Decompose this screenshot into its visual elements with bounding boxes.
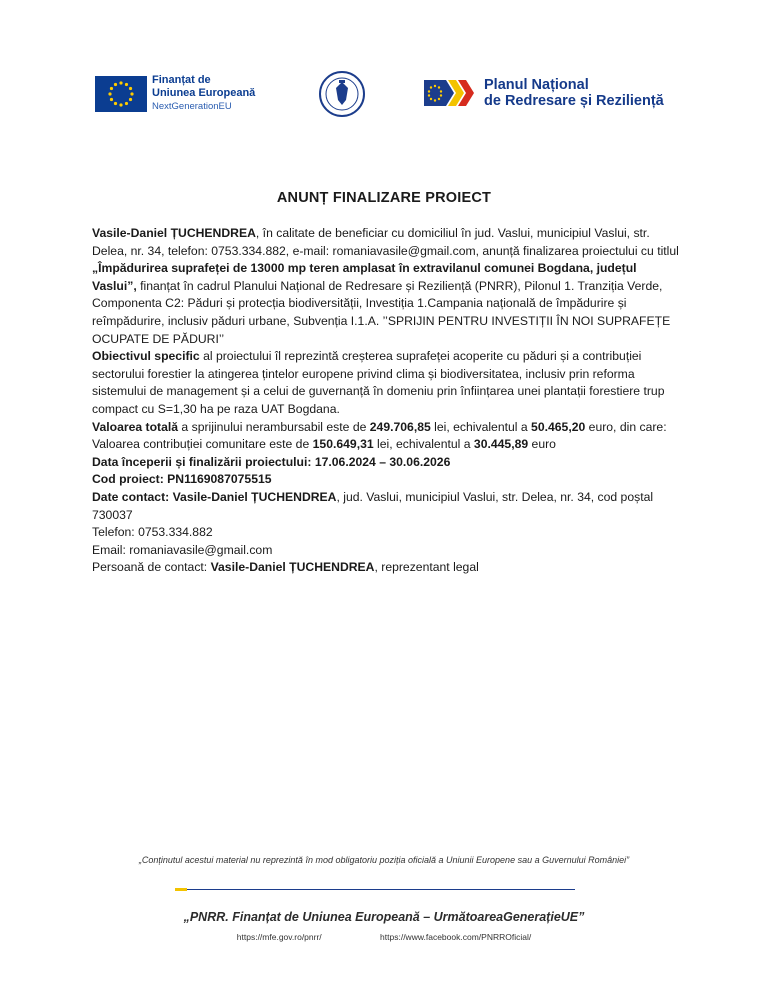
intro-text: , în calitate de beneficiar cu domiciliul în jud. Vaslui, municipiul Vaslui, str. Delea, nr. 34, telefon: 0753.334.882, e-mail: romaniavasile@gmail.com, anunță finalizarea proiectului cu titlul <box>92 226 679 258</box>
document-title: ANUNȚ FINALIZARE PROIECT <box>276 190 492 206</box>
total-value-eur: 50.465,20 <box>531 419 586 434</box>
eu-line1: Finanțat de <box>152 74 211 86</box>
pnrr-logo-icon <box>424 76 478 110</box>
contact-person-paragraph <box>92 559 682 577</box>
eu-star <box>114 83 117 86</box>
objective-text: al proiectului îl reprezintă creșterea suprafeței acoperite cu păduri și a contribuției sectorului forestier la atingerea țintelor europene privind clima și biodiversitatea, inclusiv prin reforma sistemului de management și a celui de guvernanță în domeniu prin înființarea unei plantații forestiere trup compact cu S=1,30 ha pe raza UAT Bogdana. <box>92 349 665 416</box>
contact-paragraph <box>92 489 682 524</box>
pnrr-line1: Planul Național <box>484 77 589 93</box>
facebook-link[interactable]: https://www.facebook.com/PNRROficial/ <box>380 932 532 942</box>
project-code: Cod proiect: PN1169087075515 <box>92 472 272 487</box>
beneficiary-name: Vasile-Daniel ȚUCHENDREA <box>92 226 256 240</box>
intro-paragraph <box>92 225 682 348</box>
project-dates: Data începerii și finalizării proiectului: 17.06.2024 – 30.06.2026 <box>92 454 451 469</box>
footer-links <box>0 932 768 942</box>
eu-star <box>110 98 113 101</box>
eu-flag-icon <box>95 76 147 112</box>
total-value-label: Valoarea totală <box>92 419 179 434</box>
eu-star <box>110 87 113 90</box>
total-value-lei: 249.706,85 <box>369 419 431 434</box>
contact-email: Email: romaniavasile@gmail.com <box>92 542 273 557</box>
eu-star <box>119 81 122 84</box>
contact-address: , jud. Vaslui, municipiul Vaslui, str. Delea, nr. 34, cod poștal 730037 <box>92 489 654 522</box>
footer-slogan: „PNRR. Finanțat de Uniunea Europeană – UrmătoareaGenerațieUE” <box>183 910 585 924</box>
contribution-lei: 150.649,31 <box>312 437 374 452</box>
pnrr-line2: de Redresare și Reziliență <box>484 93 664 109</box>
eu-star <box>125 102 128 105</box>
header <box>0 60 768 130</box>
eu-line3: NextGenerationEU <box>152 101 232 112</box>
pnrr-label <box>484 77 664 109</box>
contribution-eur: 30.445,89 <box>473 437 529 452</box>
eu-funding-label <box>152 74 255 113</box>
eu-star <box>130 92 133 95</box>
total-value-paragraph: Valoarea totală a sprijinului nerambursabil este de 249.706,85 lei, echivalentul a 50.465,20 euro, din care: <box>92 419 667 434</box>
eu-star <box>119 103 122 106</box>
eu-star <box>114 102 117 105</box>
footer-divider <box>175 888 575 891</box>
announcement-body <box>92 225 682 577</box>
objective-paragraph <box>92 348 682 418</box>
contact-name: Vasile-Daniel ȚUCHENDREA <box>172 489 337 504</box>
eu-star <box>129 98 132 101</box>
project-title: „Împădurirea suprafeței de 13000 mp teren amplasat în extravilanul comunei Bogdana, județul Vaslui”, <box>92 261 637 293</box>
eu-star <box>125 83 128 86</box>
community-contribution-paragraph: Valoarea contribuției comunitare este de 150.649,31 lei, echivalentul a 30.445,89 euro <box>92 437 556 452</box>
eu-star <box>129 87 132 90</box>
mfe-link[interactable]: https://mfe.gov.ro/pnrr/ <box>236 932 322 942</box>
objective-label: Obiectivul specific <box>92 349 200 364</box>
person-name: Vasile-Daniel ȚUCHENDREA <box>210 560 375 575</box>
romanian-government-seal-icon <box>318 70 366 118</box>
eu-line2: Uniunea Europeană <box>152 87 256 99</box>
eu-star <box>108 92 111 95</box>
person-label: Persoană de contact: <box>92 560 211 575</box>
person-role: , reprezentant legal <box>374 560 479 575</box>
contact-label: Date contact: <box>92 489 173 504</box>
contact-phone: Telefon: 0753.334.882 <box>92 525 213 540</box>
funding-text: finanțat în cadrul Planului Național de Redresare și Reziliență (PNRR), Pilonul 1. Tranziția Verde, Componenta C2: Păduri și protecția biodiversității, Investiția 1.Campania națională de împădurire și reîmpădurire, inclusiv păduri urbane, Subvenția I.1.A. ’’SPRIJIN PENTRU INVESTIȚII ÎN NOI SUPRAFEȚE OCUPATE DE PĂDURI’’ <box>92 278 671 346</box>
disclaimer-note: „Conținutul acestui material nu reprezintă în mod obligatoriu poziția oficială a Uniunii Europene sau a Guvernului României” <box>138 855 630 865</box>
